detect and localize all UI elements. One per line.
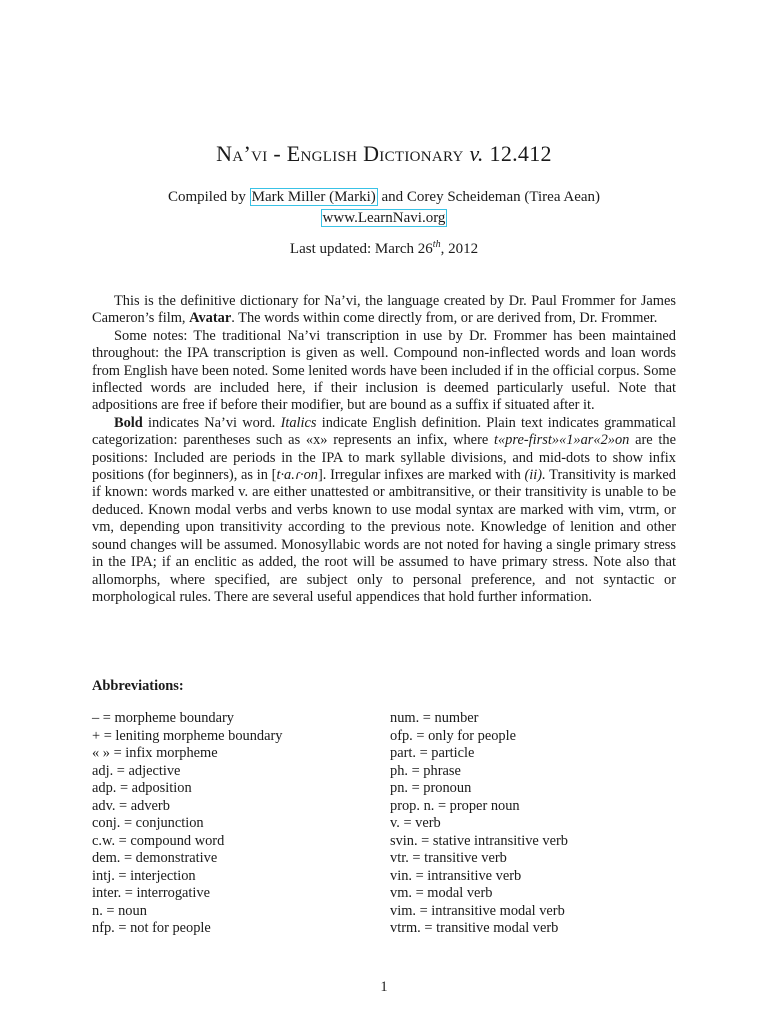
abbreviation-item: + = leniting morpheme boundary: [92, 727, 283, 744]
p3-text-e: Transitivity is marked if known: words marked v. are either unattested or ambitransitive, or their transitivity is unable to be deduced. Known modal verbs and verbs known to use modal syntax are marked with vim, vtrm, or vm, depending upon transitivity according to the previous note. Knowledge of lenition and other sound changes will be assumed. Monosyllabic words are not noted for having a single primary stress in the IPA; if an enclitic as added, the root will be assumed to have primary stress. Note also that allomorphs, where specified, are subject only to personal preference, and not syntactic or morphological rules. There are several useful appendices that hold further information.: [92, 467, 676, 605]
abbreviations-heading: Abbreviations:: [92, 678, 184, 694]
abbreviation-item: n. = noun: [92, 902, 147, 919]
p1-text-b: . The words within come directly from, or are derived from, Dr. Frommer.: [231, 310, 658, 327]
intro-paragraph-2: Some notes: The traditional Na’vi transcription in use by Dr. Frommer has been maintained throughout: the IPA transcription is given as well. Compound non-inflected words and loan words from English have been noted. Some lenited words have been included if in the official corpus. Some inflected words are included here, if their inclusion is deemed particularly useful. Note that adpositions are free if before their modifier, but are bound as a suffix if situated after it.: [92, 327, 677, 414]
abbreviation-item: vtr. = transitive verb: [390, 850, 507, 866]
abbreviation-item: vm. = modal verb: [390, 885, 493, 901]
abbreviation-item: part. = particle: [390, 745, 475, 761]
abbreviation-item: nfp. = not for people: [92, 920, 211, 936]
abbreviation-item: ofp. = only for people: [390, 727, 517, 744]
title-main: Na’vi - English Dictionary: [216, 141, 464, 166]
abbreviation-item: – = morpheme boundary: [92, 710, 234, 726]
abbreviation-item: conj. = conjunction: [92, 815, 204, 831]
coauthor-text: and Corey Scheideman (Tirea Aean): [381, 189, 601, 205]
intro-paragraph-1: [92, 293, 676, 328]
abbreviation-item: inter. = interrogative: [92, 885, 211, 901]
updated-prefix: Last updated: March 26: [289, 241, 433, 257]
abbreviation-item: prop. n. = proper noun: [390, 797, 520, 814]
abbreviation-item: ph. = phrase: [390, 762, 461, 779]
page-number: 1: [380, 979, 388, 995]
last-updated: [0, 239, 768, 258]
p3-italic: Italics: [280, 414, 317, 431]
p3-bold: Bold: [114, 414, 143, 431]
abbreviations-left-column: [92, 710, 382, 938]
p1-bold: Avatar: [189, 310, 232, 327]
abbreviation-item: vtrm. = transitive modal verb: [390, 920, 559, 936]
updated-suffix: , 2012: [440, 241, 479, 257]
intro-text: [92, 293, 676, 606]
abbreviation-item: v. = verb: [390, 815, 441, 831]
abbreviation-item: adp. = adposition: [92, 780, 192, 796]
website-link[interactable]: www.LearnNavi.org: [322, 210, 446, 226]
intro-paragraph-3: [92, 415, 676, 606]
abbreviation-item: dem. = demonstrative: [92, 850, 218, 866]
abbreviation-item: adv. = adverb: [92, 797, 170, 814]
abbreviation-item: adj. = adjective: [92, 762, 181, 779]
p3-text-a: indicates Na’vi word.: [147, 414, 276, 431]
abbreviation-item: num. = number: [390, 710, 479, 726]
abbreviation-item: svin. = stative intransitive verb: [390, 832, 568, 849]
p1-text-a: This is the definitive dictionary for Na’vi, the language created by Dr. Paul Frommer for James Cameron’s film,: [92, 293, 676, 327]
p3-text-d: ]. Irregular infixes are marked with: [318, 467, 521, 484]
abbreviation-item: « » = infix morpheme: [92, 745, 218, 761]
updated-sup: th: [432, 239, 441, 250]
title-version-number: 12.412: [489, 141, 552, 166]
abbreviation-item: pn. = pronoun: [390, 780, 472, 796]
abbreviation-item: vin. = intransitive verb: [390, 867, 522, 884]
p3-ii: (ii).: [524, 467, 546, 484]
abbreviation-item: intj. = interjection: [92, 867, 196, 884]
p3-text-b: indicate English definition. Plain text indicates grammatical categorization: parentheses such as «x» represents an infix, where: [92, 414, 676, 449]
p3-ipa: t·a.ɾ·on: [276, 467, 318, 484]
document-title: [0, 141, 768, 167]
abbreviation-item: vim. = intransitive modal verb: [390, 902, 565, 919]
author-link[interactable]: Mark Miller (Marki): [251, 189, 376, 205]
title-version-prefix: v.: [469, 141, 484, 166]
byline: [0, 187, 768, 229]
abbreviations-right-column: [390, 710, 680, 938]
abbreviation-item: c.w. = compound word: [92, 832, 225, 849]
p3-example: t«pre-first»«1»ar«2»on: [493, 432, 630, 449]
p3-text-c: are the positions: Included are periods in the IPA to mark syllable divisions, and mid-dots to show infix positions (for beginners), as in [: [92, 432, 676, 484]
compiled-by-label: Compiled by: [167, 189, 246, 205]
